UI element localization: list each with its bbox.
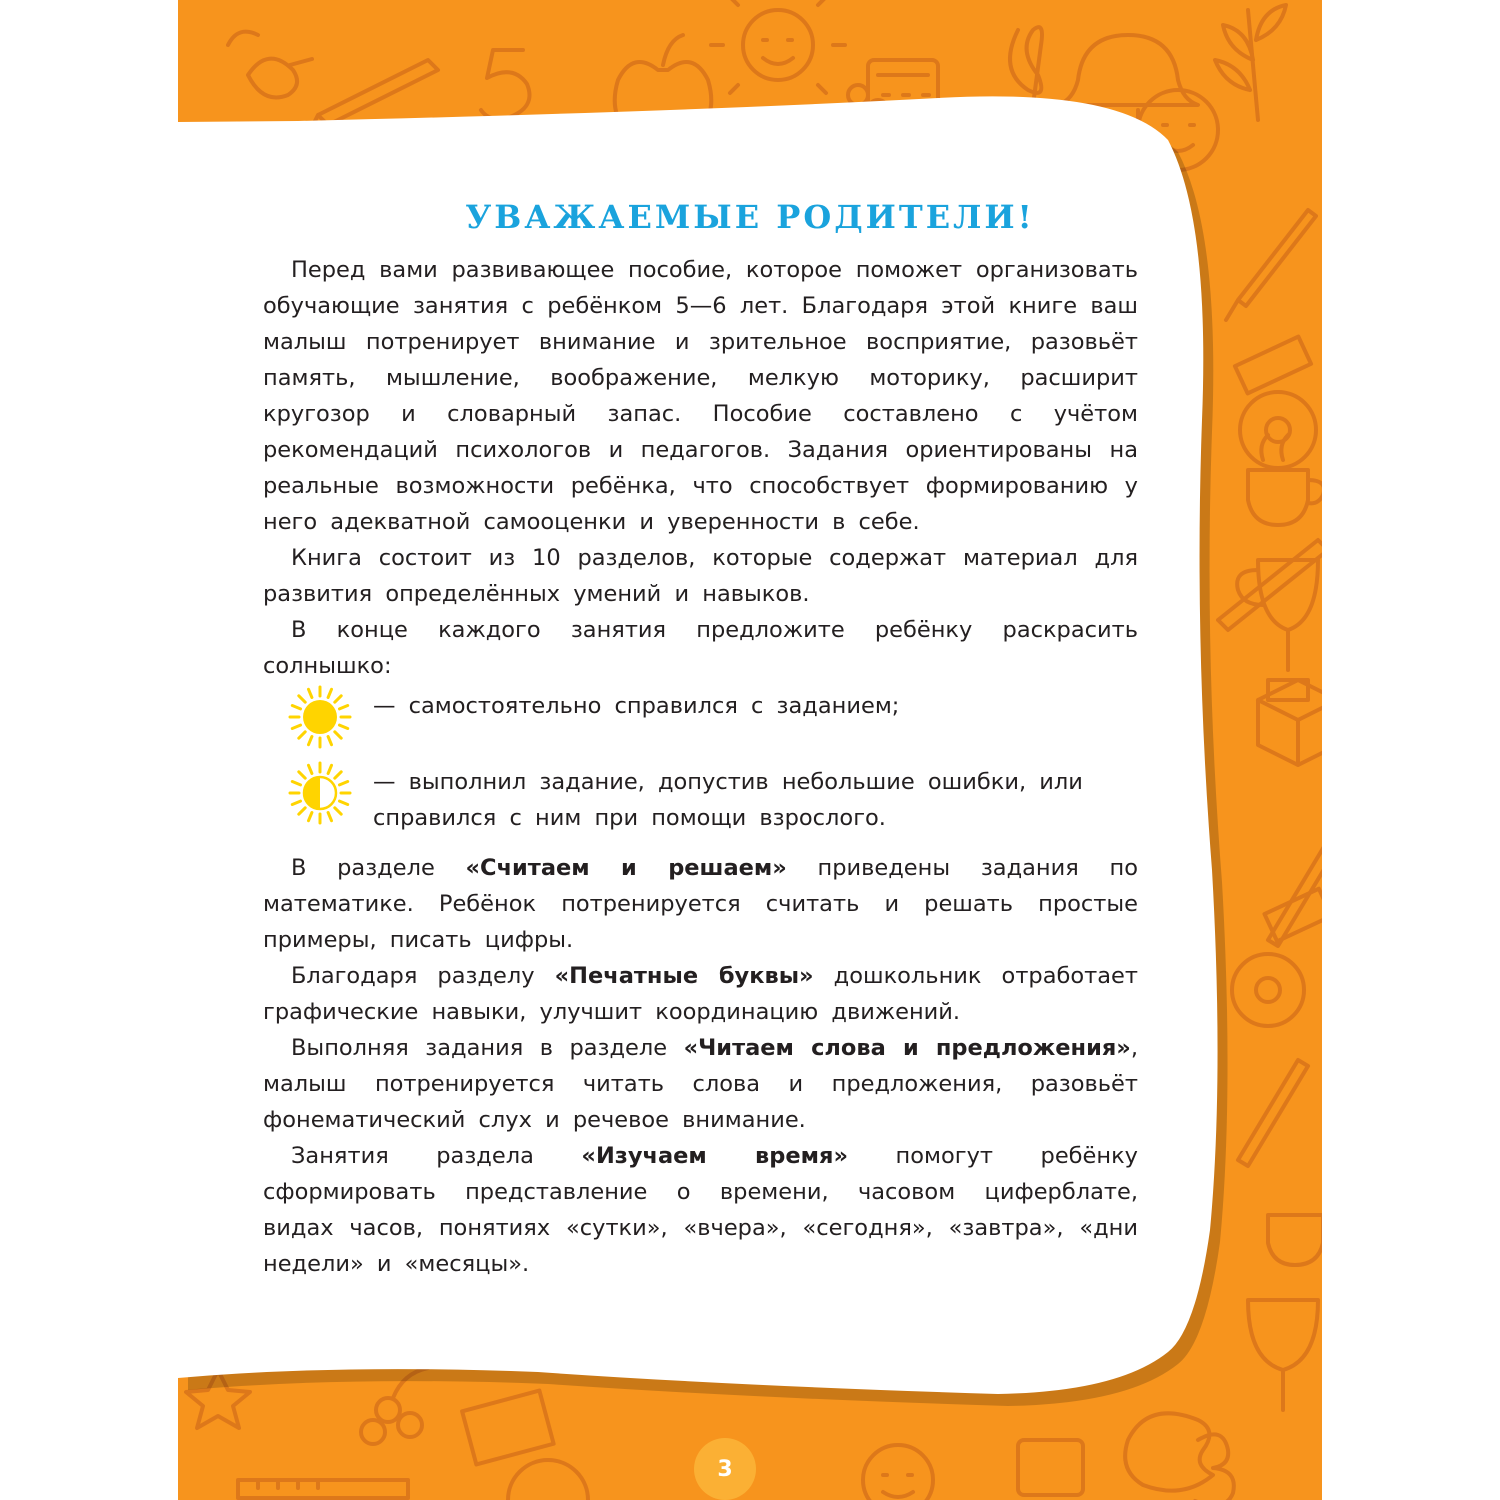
section-title: «Считаем и решаем» [465, 855, 787, 881]
full-sun-icon [287, 684, 353, 750]
page-heading: УВАЖАЕМЫЕ РОДИТЕЛИ! [465, 198, 1035, 236]
intro-paragraph-3: В конце каждого занятия предложите ребёнку раскрасить солнышко: [263, 617, 1138, 679]
section-title: «Изучаем время» [581, 1143, 848, 1169]
intro-paragraph-1: Перед вами развивающее пособие, которое поможет организовать обучающие занятия с ребёнком 5—6 лет. Благодаря этой книге ваш малыш потренирует внимание и зрительное восприятие, разовьёт память, мышление, воображение, мелкую моторику, расширит кругозор и словарный запас. Пособие составлено с учётом рекомендаций психологов и педагогов. Задания ориентированы на реальные возможности ребёнка, что способствует формированию у него адекватной самооценки и уверенности в себе. [263, 257, 1138, 535]
legend-row-full [263, 688, 1138, 750]
book-page [178, 0, 1322, 1500]
legend-text-half: — выполнил задание, допустив небольшие ошибки, или справился с ним при помощи взрослого. [373, 769, 1083, 831]
legend-text-full: — самостоятельно справился с заданием; [373, 693, 900, 719]
sun-legend [263, 688, 1138, 836]
section-paragraph: Занятия раздела «Изучаем время» помогут ребёнку сформировать представление о времени, часовом циферблате, видах часов, понятиях «сутки», «вчера», «сегодня», «завтра», «дни недели» и «месяцы». [263, 1143, 1138, 1277]
section-paragraph: Благодаря разделу «Печатные буквы» дошкольник отработает графические навыки, улучшит координацию движений. [263, 963, 1138, 1025]
page-number: 3 [717, 1456, 733, 1482]
section-title: «Печатные буквы» [554, 963, 814, 989]
section-title: «Читаем слова и предложения» [683, 1035, 1131, 1061]
legend-row-half [263, 764, 1138, 836]
section-paragraph: Выполняя задания в разделе «Читаем слова и предложения», малыш потренируется читать слова и предложения, разовьёт фонематический слух и речевое внимание. [263, 1035, 1138, 1133]
section-paragraph: В разделе «Считаем и решаем» приведены задания по математике. Ребёнок потренируется считать и решать простые примеры, писать цифры. [263, 855, 1138, 953]
intro-paragraph-2: Книга состоит из 10 разделов, которые содержат материал для развития определённых умений и навыков. [263, 545, 1138, 607]
half-sun-icon [287, 760, 353, 826]
page-number-badge [694, 1438, 756, 1500]
text-block [263, 252, 1138, 1282]
